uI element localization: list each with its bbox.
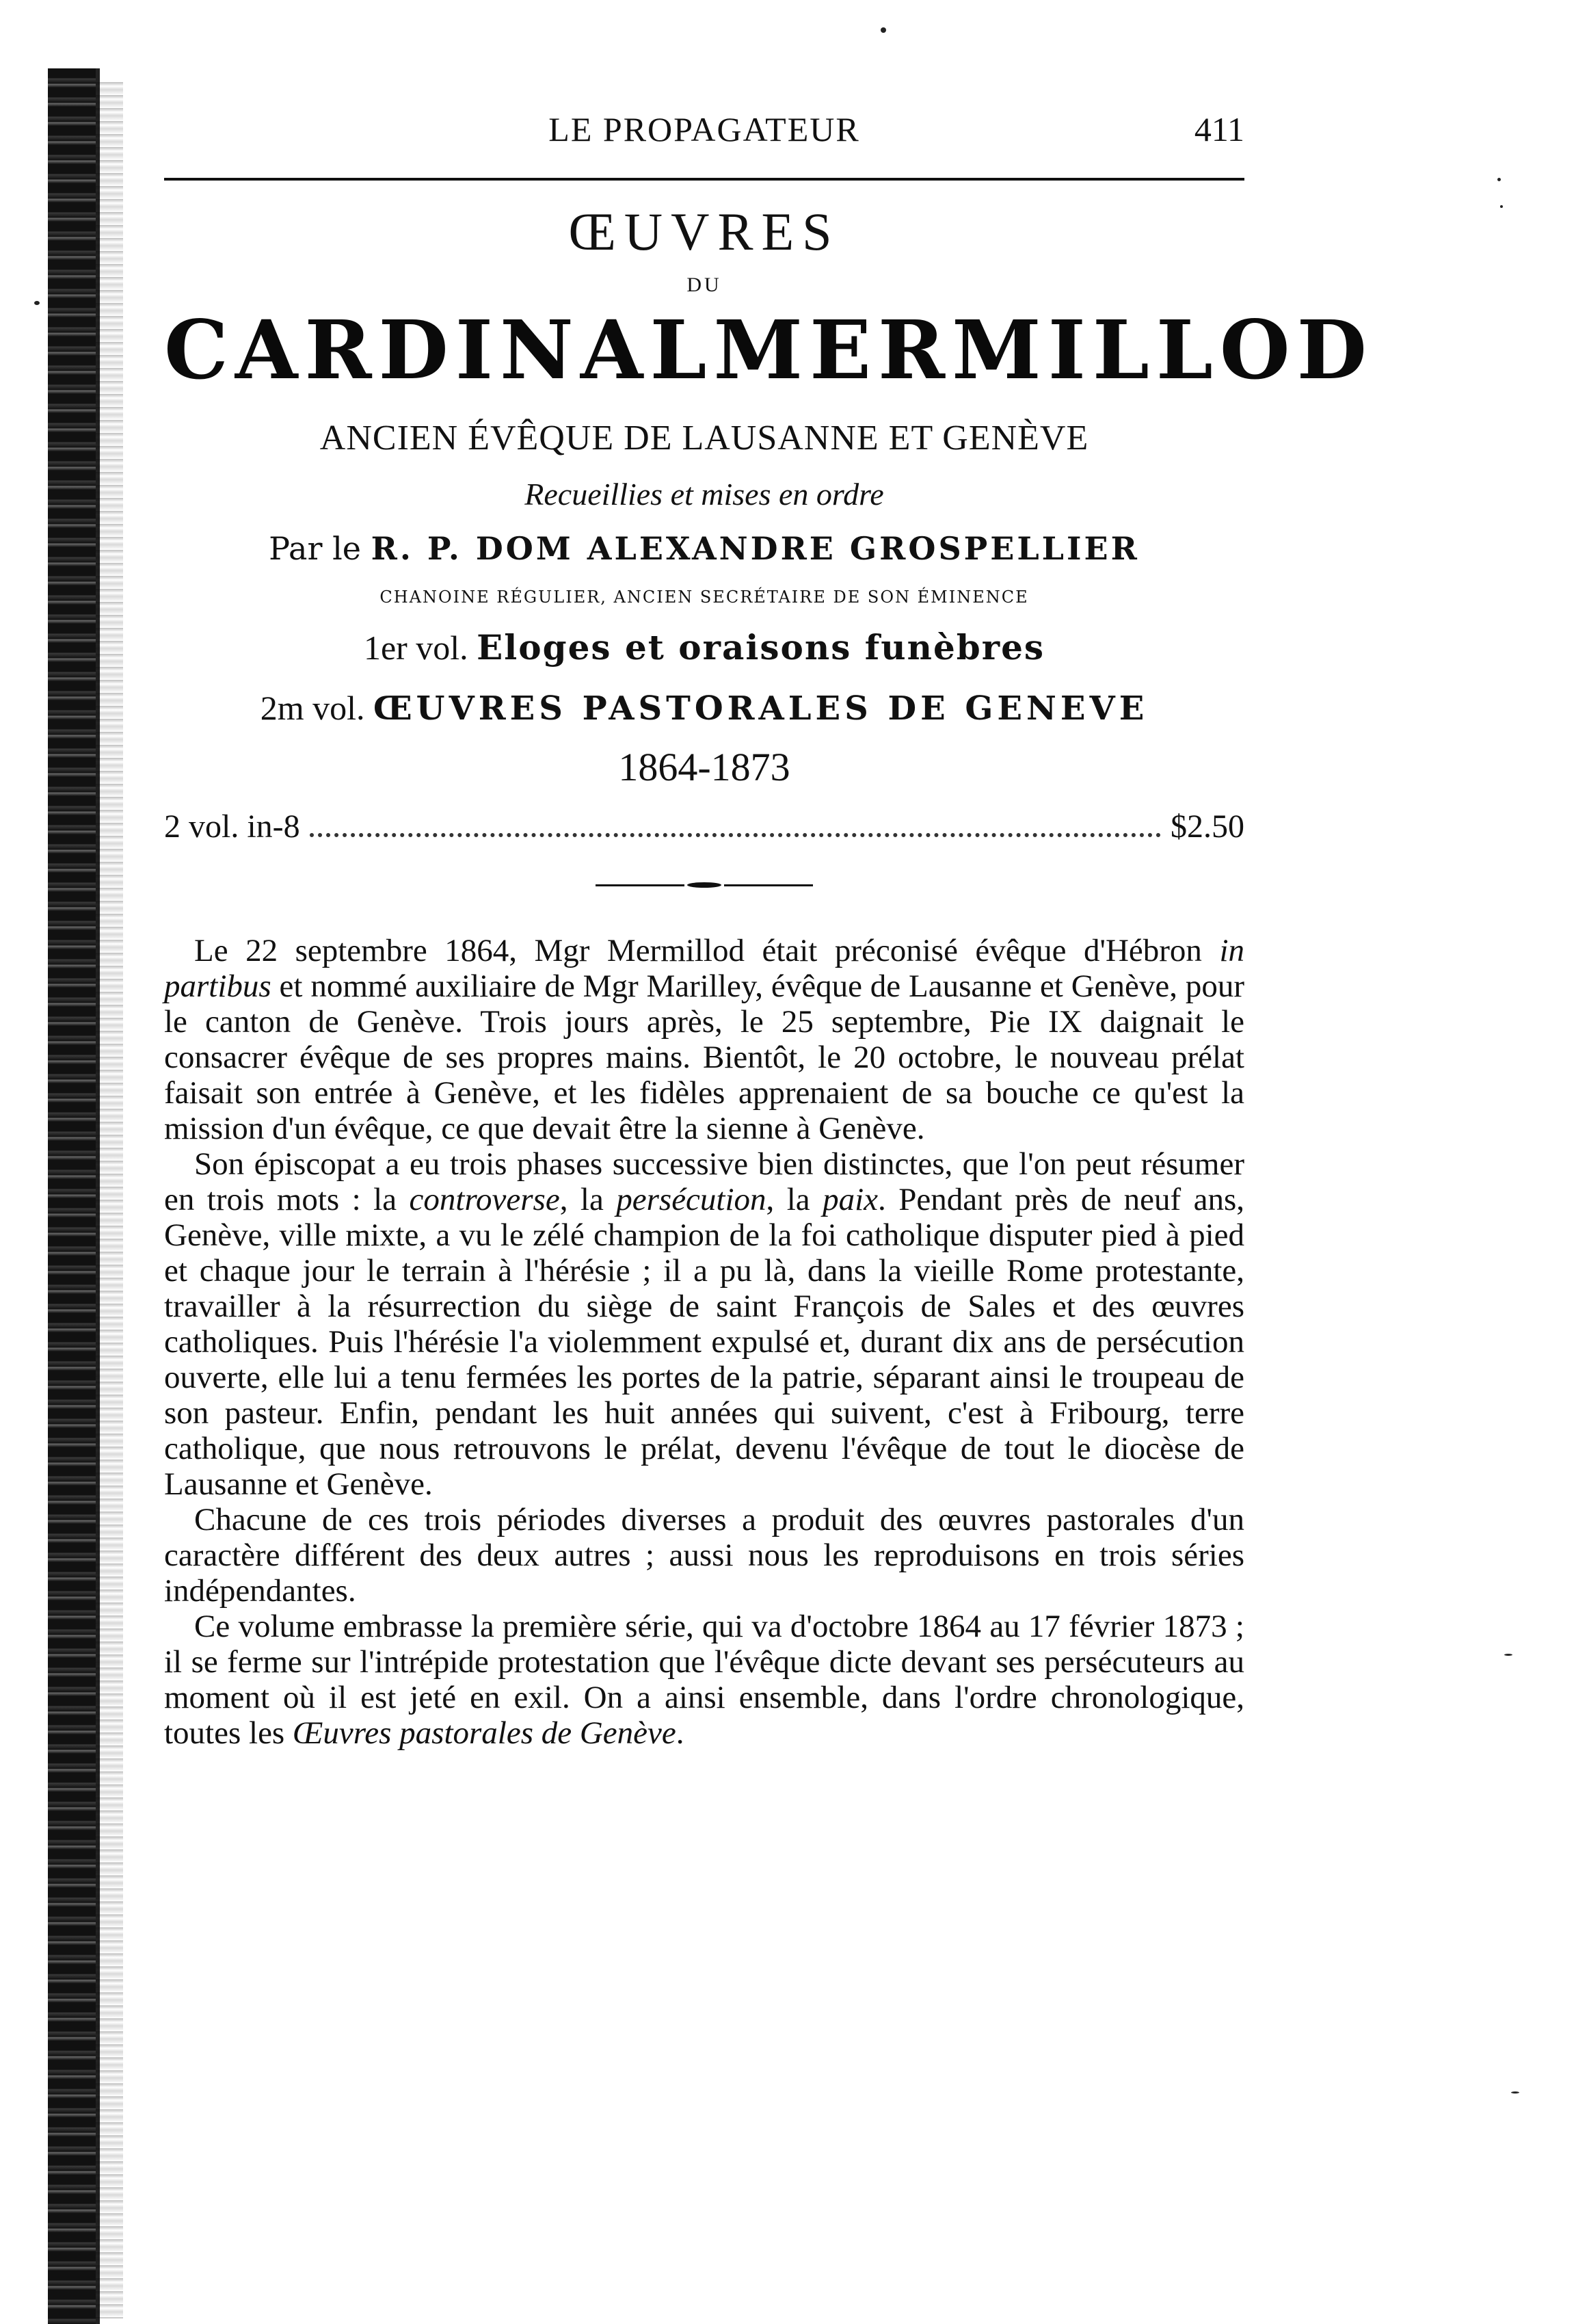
book-page xyxy=(164,103,1374,1751)
volume-title: Eloges et oraisons funèbres xyxy=(477,627,1045,668)
binding-shadow xyxy=(96,82,123,2319)
header-rule xyxy=(164,178,1244,181)
speck xyxy=(1504,1654,1512,1656)
paragraph-1 xyxy=(164,933,1244,1146)
text-run: Ce volume embrasse la première série, qui va d'octobre 1864 au 17 février 1873 ; il se ferme sur l'intrépide protestation que l'évêque dicte devant ses persécuteurs au moment où il est jeté en exil. On a ainsi ensemble, dans l'ordre chronologique, toutes les xyxy=(164,1609,1244,1751)
title-italic-line: Recueillies et mises en ordre xyxy=(524,477,884,512)
volume-line-1 xyxy=(164,627,1244,668)
paragraph-2 xyxy=(164,1146,1244,1502)
text-run: Son épiscopat a eu trois phases successive bien distinctes, que l'on peut résumer en trois mots : la xyxy=(164,1146,1244,1217)
speck xyxy=(1511,2091,1519,2094)
text-run: et nommé auxiliaire de Mgr Marilley, évêque de Lausanne et Genève, pour le canton de Genève. Trois jours après, le 25 septembre, Pie IX daignait le consacrer évêque de ses propres mains. Bientôt, le 20 octobre, le nouveau prélat faisait son entrée à Genève, et les fidèles apprenaient de sa bouche ce qu'est la mission d'un évêque, ce que devait être la sienne à Genève. xyxy=(164,968,1244,1146)
editor-prefix: Par le xyxy=(269,530,362,567)
ornament-line-left xyxy=(596,884,684,886)
text-run: . Pendant près de neuf ans, Genève, ville mixte, a vu le zélé champion de la foi catholique disputer pied à pied et chaque jour le terrain à l'hérésie ; il a pu là, dans la vieille Rome protestante, travailler à la résurrection du siège de saint François de Sales et des œuvres catholiques. Puis l'hérésie l'a violemment expulsé et, durant dix ans de persécution ouverte, elle lui a tenu fermées les portes de la patrie, séparant ainsi le troupeau de son pasteur. Enfin, pendant les huit années qui suivent, c'est à Fribourg, terre catholique, que nous retrouvons le prélat, devenu l'évêque de tout le diocèse de Lausanne et Genève. xyxy=(164,1182,1244,1502)
volume-title: ŒUVRES PASTORALES DE GENEVE xyxy=(373,689,1149,728)
volume-line-2 xyxy=(164,688,1244,728)
title-name-last: MERMILLOD xyxy=(713,302,1374,397)
title-subtitle: ANCIEN ÉVÊQUE DE LAUSANNE ET GENÈVE xyxy=(319,419,1089,458)
volume-label: 2m vol. xyxy=(260,689,365,727)
page-number: 411 xyxy=(1194,110,1244,148)
italic-run: controverse xyxy=(409,1182,560,1217)
dot-leader xyxy=(310,833,1161,837)
speck xyxy=(1497,178,1501,181)
binding-edge xyxy=(48,68,100,2324)
editor-credentials: CHANOINE RÉGULIER, ANCIEN SECRÉTAIRE DE SON ÉMINENCE xyxy=(379,587,1029,607)
title-oeuvres: ŒUVRES xyxy=(568,202,840,261)
price-value: $2.50 xyxy=(1171,808,1244,845)
italic-run: Œuvres pastorales de Genève xyxy=(292,1715,676,1751)
text-run: , la xyxy=(766,1182,823,1217)
volume-label: 1er vol. xyxy=(363,629,468,667)
text-run: . xyxy=(676,1715,684,1751)
title-name-first: CARDINAL xyxy=(164,302,714,397)
ornament-center xyxy=(687,882,721,888)
paragraph-4 xyxy=(164,1609,1244,1751)
page-header xyxy=(164,103,1244,164)
speck xyxy=(881,27,886,33)
section-ornament xyxy=(164,878,1244,892)
price-description: 2 vol. in-8 xyxy=(164,808,300,845)
body-text xyxy=(164,933,1244,1751)
italic-run: paix xyxy=(823,1182,879,1217)
speck xyxy=(1500,205,1503,208)
title-author-name xyxy=(164,302,1374,397)
editor-line xyxy=(164,530,1244,567)
title-du: DU xyxy=(686,274,722,296)
italic-run: persécution xyxy=(616,1182,766,1217)
editor-name: R. P. DOM ALEXANDRE GROSPELLIER xyxy=(371,530,1140,567)
paragraph-3: Chacune de ces trois périodes diverses a produit des œuvres pastorales d'un caractère différent des deux autres ; aussi nous les reproduisons en trois séries indépendantes. xyxy=(164,1502,1244,1609)
running-head: LE PROPAGATEUR xyxy=(548,110,860,148)
ornament-line-right xyxy=(724,884,813,886)
text-run: Le 22 septembre 1864, Mgr Mermillod était préconisé évêque d'Hébron xyxy=(194,933,1220,968)
text-run: , la xyxy=(559,1182,617,1217)
price-line xyxy=(164,808,1244,845)
italic-run: in partibus xyxy=(164,933,1244,1004)
year-range: 1864-1873 xyxy=(618,745,790,789)
speck xyxy=(34,301,40,305)
